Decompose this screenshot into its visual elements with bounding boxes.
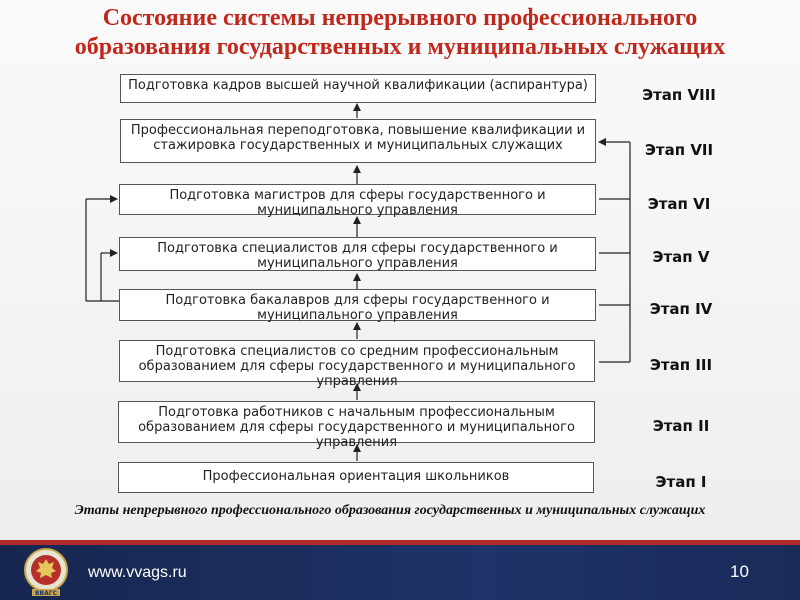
level-viii-text: Подготовка кадров высшей научной квалификации (аспирантура): [128, 78, 588, 93]
stage-label-v: Этап V: [652, 248, 710, 266]
stage-label-viii: Этап VIII: [642, 86, 716, 104]
stage-label-iii: Этап III: [649, 356, 713, 374]
website-link[interactable]: www.vvags.ru: [88, 564, 187, 581]
title-line-2: образования государственных и муниципальных служащих: [74, 34, 726, 60]
level-ii-text: Подготовка работников с начальным профессиональным образованием для сферы государственного и муниципального управления: [138, 405, 575, 450]
stage-label-vi: Этап VI: [647, 195, 711, 213]
stage-label-i: Этап I: [655, 473, 707, 491]
level-box-iv: [119, 289, 596, 321]
level-iii-text: Подготовка специалистов со средним профессиональным образованием для сферы государственного и муниципального управления: [138, 344, 576, 389]
diagram-caption: Этапы непрерывного профессионального образования государственных и муниципальных служащих: [74, 503, 706, 518]
emblem-text: ВВАГС: [34, 590, 58, 597]
stage-label-iv: Этап IV: [649, 300, 713, 318]
title-line-1: Состояние системы непрерывного профессионального: [102, 5, 698, 31]
page-number: 10: [730, 562, 749, 581]
level-box-vi: [119, 184, 596, 218]
stage-label-ii: Этап II: [652, 417, 710, 435]
academy-emblem-icon: [22, 547, 70, 597]
stage-label-vii: Этап VII: [644, 141, 714, 159]
level-i-text: Профессиональная ориентация школьников: [202, 469, 510, 484]
level-vi-text: Подготовка магистров для сферы государственного и муниципального управления: [169, 188, 546, 218]
level-box-vii: [120, 119, 596, 163]
level-box-ii: [118, 401, 595, 450]
level-box-i: [118, 462, 594, 493]
level-iv-text: Подготовка бакалавров для сферы государственного и муниципального управления: [165, 293, 550, 323]
level-vii-text: Профессиональная переподготовка, повышение квалификации и стажировка государственных и муниципальных служащих: [130, 123, 586, 153]
level-box-viii: [120, 74, 596, 103]
level-v-text: Подготовка специалистов для сферы государственного и муниципального управления: [157, 241, 558, 271]
level-box-v: [119, 237, 596, 271]
level-box-iii: [119, 340, 595, 389]
